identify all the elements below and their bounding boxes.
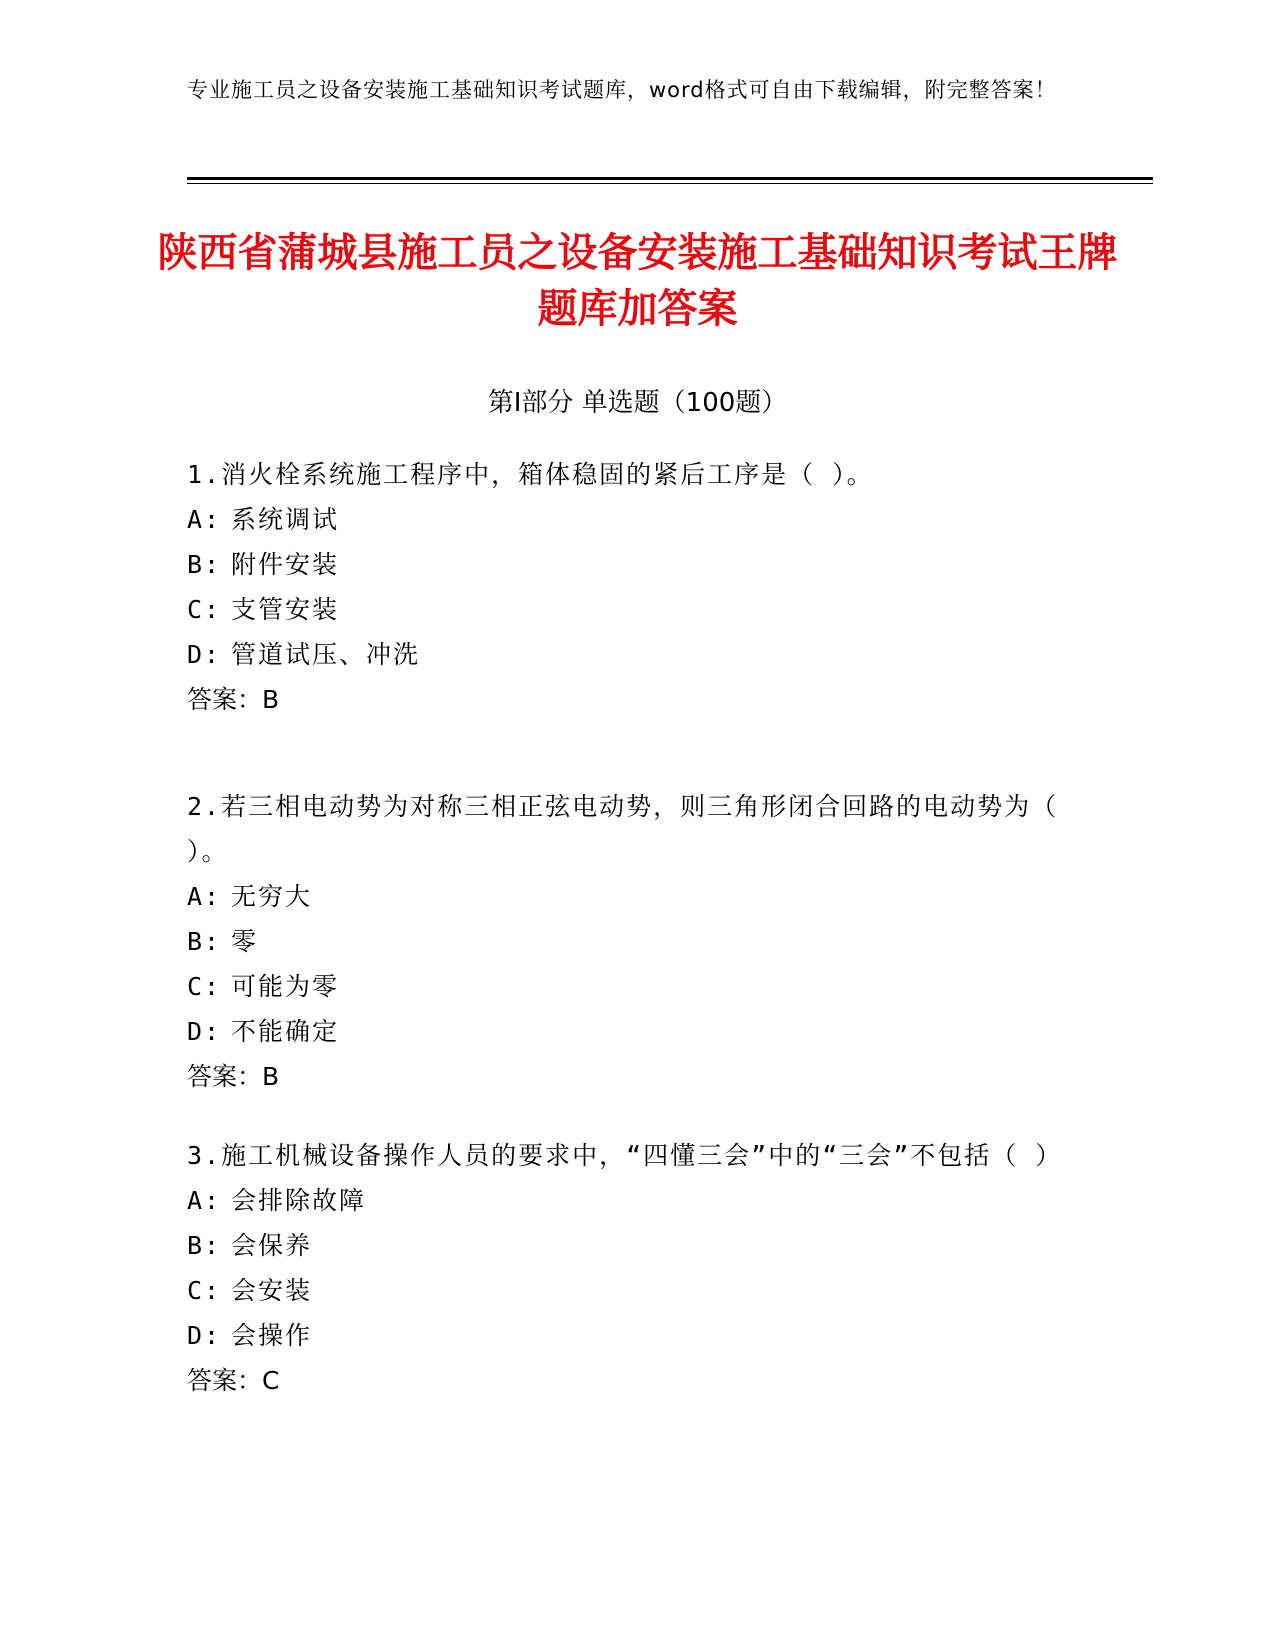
option-text: 零 bbox=[231, 927, 259, 956]
option-key: C: bbox=[187, 1276, 222, 1305]
option-d bbox=[187, 1313, 1067, 1358]
section-title: 第Ⅰ部分 单选题（100题） bbox=[487, 388, 788, 418]
option-key: A: bbox=[187, 1186, 222, 1215]
header-note: 专业施工员之设备安装施工基础知识考试题库，word格式可自由下载编辑，附完整答案！ bbox=[187, 78, 1057, 102]
header-divider-thin bbox=[187, 183, 1153, 184]
header-divider-thick bbox=[187, 177, 1153, 180]
option-c bbox=[187, 587, 1067, 632]
option-key: B: bbox=[187, 927, 222, 956]
option-text: 会排除故障 bbox=[231, 1186, 367, 1215]
option-c bbox=[187, 964, 1067, 1009]
option-key: A: bbox=[187, 505, 222, 534]
document-title: 陕西省蒲城县施工员之设备安装施工基础知识考试王牌题库加答案 bbox=[157, 230, 1118, 332]
question-1 bbox=[187, 452, 1067, 722]
option-key: C: bbox=[187, 595, 222, 624]
option-text: 无穷大 bbox=[231, 882, 313, 911]
option-key: D: bbox=[187, 1321, 222, 1350]
option-c bbox=[187, 1268, 1067, 1313]
question-3 bbox=[187, 1133, 1067, 1403]
option-b bbox=[187, 1223, 1067, 1268]
option-text: 会保养 bbox=[231, 1231, 313, 1260]
answer: 答案：B bbox=[187, 1062, 280, 1091]
option-text: 支管安装 bbox=[231, 595, 340, 624]
option-key: C: bbox=[187, 972, 222, 1001]
option-text: 管道试压、冲洗 bbox=[231, 640, 421, 669]
option-d bbox=[187, 1009, 1067, 1054]
option-key: D: bbox=[187, 1017, 222, 1046]
option-text: 会安装 bbox=[231, 1276, 313, 1305]
question-stem: 3.施工机械设备操作人员的要求中，“四懂三会”中的“三会”不包括（ ） bbox=[187, 1141, 1063, 1170]
option-a bbox=[187, 497, 1067, 542]
option-a bbox=[187, 1178, 1067, 1223]
option-text: 系统调试 bbox=[231, 505, 340, 534]
answer: 答案：C bbox=[187, 1366, 280, 1395]
option-key: B: bbox=[187, 1231, 222, 1260]
question-stem: 1.消火栓系统施工程序中，箱体稳固的紧后工序是（ ）。 bbox=[187, 460, 874, 489]
answer: 答案：B bbox=[187, 685, 280, 714]
option-key: D: bbox=[187, 640, 222, 669]
question-stem: 2.若三相电动势为对称三相正弦电动势，则三角形闭合回路的电动势为（ ）。 bbox=[187, 792, 1059, 866]
option-a bbox=[187, 874, 1067, 919]
option-text: 会操作 bbox=[231, 1321, 313, 1350]
option-text: 可能为零 bbox=[231, 972, 340, 1001]
option-key: A: bbox=[187, 882, 222, 911]
option-key: B: bbox=[187, 550, 222, 579]
option-text: 附件安装 bbox=[231, 550, 340, 579]
option-d bbox=[187, 632, 1067, 677]
question-2 bbox=[187, 784, 1067, 1099]
option-text: 不能确定 bbox=[231, 1017, 340, 1046]
option-b bbox=[187, 542, 1067, 587]
option-b bbox=[187, 919, 1067, 964]
